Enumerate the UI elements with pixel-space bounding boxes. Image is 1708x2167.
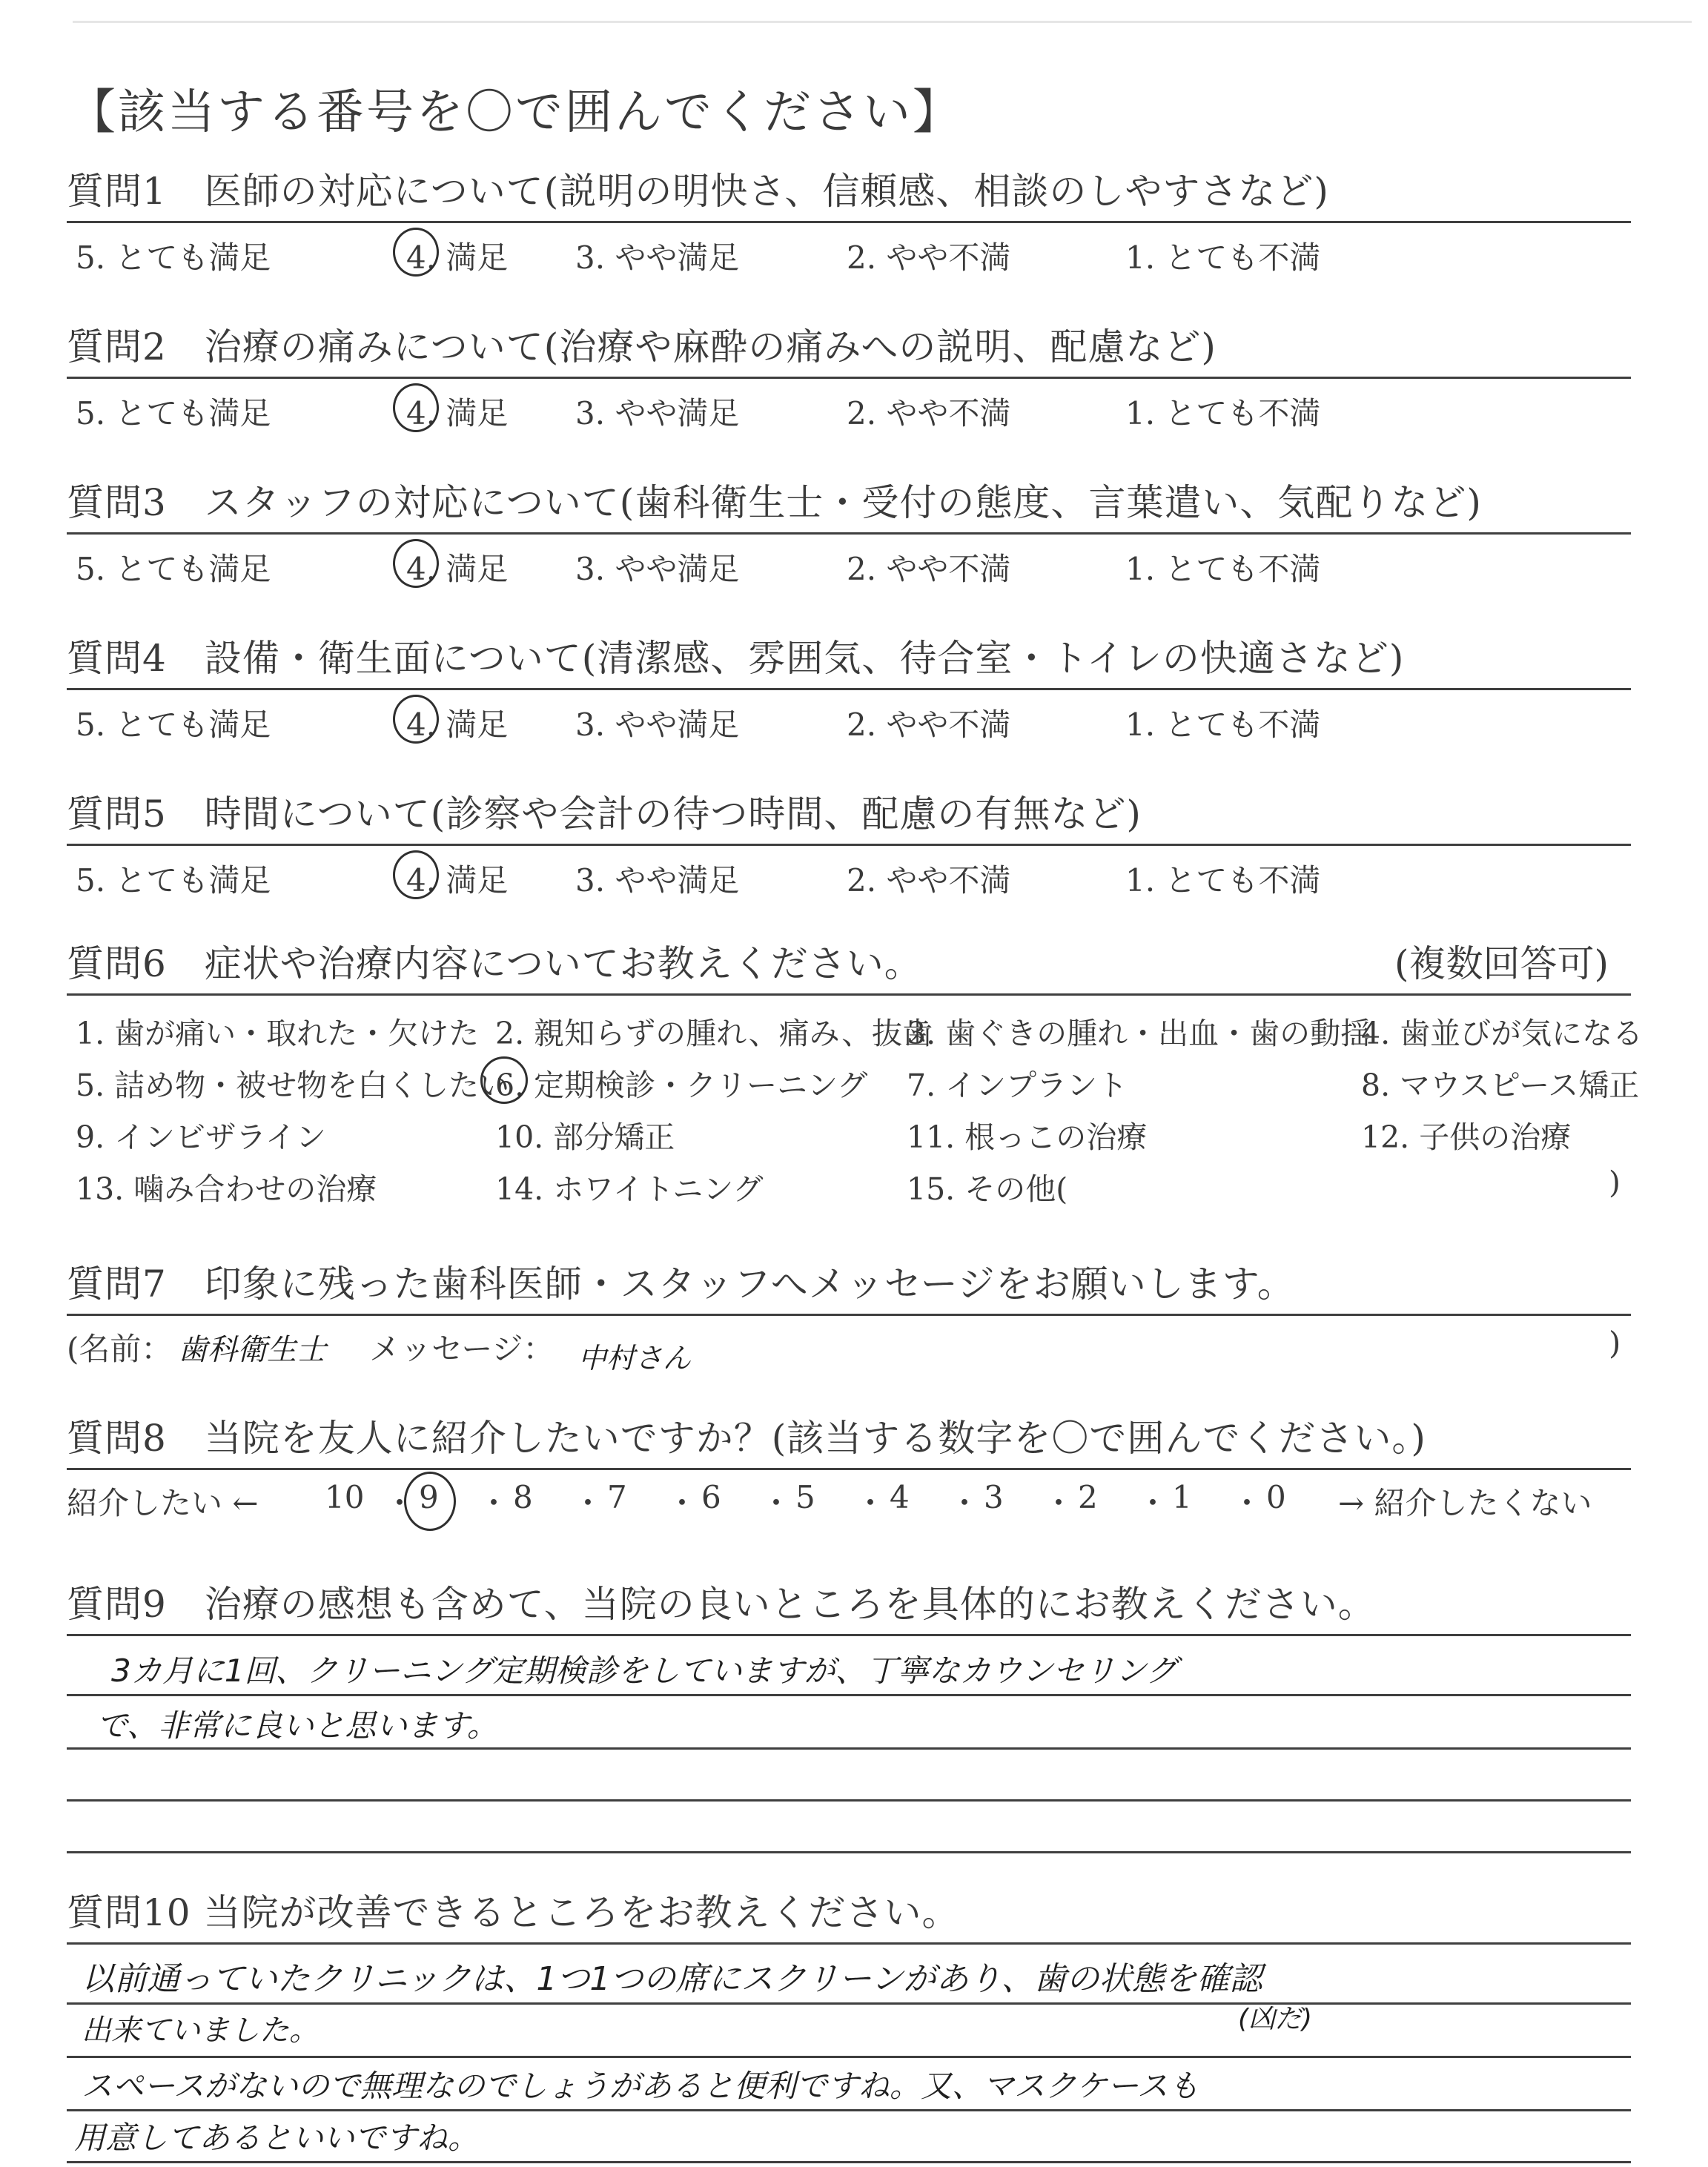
q5-option-5[interactable]: 5. とても満足	[76, 862, 271, 899]
q1-option-3[interactable]: 3. やや満足	[575, 239, 740, 276]
q3-selected-circle	[393, 539, 439, 588]
q3-option-2[interactable]: 2. やや不満	[847, 551, 1011, 587]
question-4-options	[67, 690, 1631, 742]
q8-scale-separator: ・	[1137, 1485, 1169, 1521]
q10-ruled-line	[67, 2109, 1631, 2111]
q5-option-3[interactable]: 3. やや満足	[575, 862, 740, 899]
q8-scale-3[interactable]: 3	[984, 1479, 1004, 1515]
q8-scale-5[interactable]: 5	[795, 1479, 815, 1515]
q4-option-4[interactable]: 4. 満足	[406, 707, 509, 743]
q2-option-1[interactable]: 1. とても不満	[1125, 395, 1321, 431]
q6-option-2[interactable]: 2. 親知らずの腫れ、痛み、抜歯	[495, 1016, 933, 1051]
question-4	[67, 635, 1631, 742]
q9-ruled-line	[67, 1799, 1631, 1802]
q8-scale-separator: ・	[949, 1485, 981, 1521]
q6-option-9[interactable]: 9. インビザライン	[76, 1119, 326, 1155]
q5-option-4[interactable]: 4. 満足	[406, 862, 509, 899]
q8-scale-separator: ・	[1043, 1485, 1075, 1521]
q6-option-5[interactable]: 5. 詰め物・被せ物を白くしたい	[76, 1068, 510, 1103]
q1-option-1[interactable]: 1. とても不満	[1125, 239, 1321, 276]
q8-scale-2[interactable]: 2	[1078, 1479, 1098, 1515]
q3-option-3[interactable]: 3. やや満足	[575, 551, 740, 587]
q8-left-label: 紹介したい ←	[67, 1485, 259, 1521]
q4-option-2[interactable]: 2. やや不満	[847, 707, 1011, 743]
question-3-title: 質問3 スタッフの対応について(歯科衛生士・受付の態度、言葉遣い、気配りなど)	[67, 481, 1482, 524]
question-2-title: 質問2 治療の痛みについて(治療や麻酔の痛みへの説明、配慮など)	[67, 325, 1217, 368]
q7-name-label: (名前：	[67, 1331, 173, 1367]
question-4-title: 質問4 設備・衛生面について(清潔感、雰囲気、待合室・トイレの快適さなど)	[67, 637, 1405, 680]
q4-option-5[interactable]: 5. とても満足	[76, 707, 271, 743]
q3-option-4[interactable]: 4. 満足	[406, 551, 509, 587]
q10-answer-line-1: 以前通っていたクリニックは、1つ1つの席にスクリーンがあり、歯の状態を確認	[82, 1960, 1262, 1998]
question-6	[67, 940, 1644, 1211]
q8-scale-9[interactable]: 9	[419, 1479, 439, 1515]
q8-scale-6[interactable]: 6	[701, 1479, 721, 1515]
q3-option-5[interactable]: 5. とても満足	[76, 551, 271, 587]
q8-scale-separator: ・	[761, 1485, 792, 1521]
q6-option-12[interactable]: 12. 子供の治療	[1361, 1119, 1572, 1155]
q6-option-4[interactable]: 4. 歯並びが気になる	[1361, 1016, 1644, 1051]
q8-scale-4[interactable]: 4	[890, 1479, 910, 1515]
q2-option-3[interactable]: 3. やや満足	[575, 395, 740, 431]
q3-option-1[interactable]: 1. とても不満	[1125, 551, 1321, 587]
question-5	[67, 790, 1631, 898]
q5-option-1[interactable]: 1. とても不満	[1125, 862, 1321, 899]
question-10-title: 質問10 当院が改善できるところをお教えください。	[67, 1891, 960, 1934]
q8-scale-separator: ・	[855, 1485, 887, 1521]
q10-answer-line-2: 出来ていました。	[82, 2014, 319, 2048]
question-8	[67, 1415, 1631, 1529]
question-7-answer	[67, 1316, 1631, 1375]
q7-message-value[interactable]: 中村さん	[578, 1342, 692, 1374]
q2-option-5[interactable]: 5. とても満足	[76, 395, 271, 431]
q5-selected-circle	[393, 850, 439, 899]
q2-option-2[interactable]: 2. やや不満	[847, 395, 1011, 431]
question-9-title: 質問9 治療の感想も含めて、当院の良いところを具体的にお教えください。	[67, 1583, 1376, 1626]
q10-annotation: (凶だ)	[1238, 2004, 1313, 2034]
question-10	[67, 1889, 1631, 2167]
q10-answer-area[interactable]	[67, 1945, 1631, 2167]
q6-option-14[interactable]: 14. ホワイトニング	[495, 1171, 764, 1207]
q10-answer-line-4: 用意してあるといいですね。	[74, 2120, 480, 2156]
q6-option-8[interactable]: 8. マウスピース矯正	[1361, 1068, 1640, 1103]
question-1-title: 質問1 医師の対応について(説明の明快さ、信頼感、相談のしやすさなど)	[67, 170, 1329, 213]
q6-option-7[interactable]: 7. インプラント	[907, 1068, 1128, 1103]
question-3	[67, 479, 1631, 586]
q6-option-13[interactable]: 13. 噛み合わせの治療	[76, 1171, 377, 1207]
question-5-title: 質問5 時間について(診察や会計の待つ時間、配慮の有無など)	[67, 793, 1142, 836]
q8-scale-separator: ・	[666, 1485, 698, 1521]
question-1-options	[67, 223, 1631, 275]
question-1	[67, 168, 1631, 275]
q9-ruled-line	[67, 1851, 1631, 1853]
question-2	[67, 323, 1631, 431]
question-9	[67, 1581, 1631, 1859]
q8-scale-1[interactable]: 1	[1172, 1479, 1192, 1515]
q1-selected-circle	[393, 228, 439, 277]
q6-option-15[interactable]: 15. その他(	[907, 1171, 1068, 1207]
q4-option-3[interactable]: 3. やや満足	[575, 707, 740, 743]
q8-scale-0[interactable]: 0	[1266, 1479, 1286, 1515]
q10-ruled-line	[67, 2161, 1631, 2163]
q8-scale-separator: ・	[384, 1485, 416, 1521]
question-6-options	[67, 996, 1644, 1211]
top-border	[73, 21, 1692, 23]
q9-answer-line-2: で、非常に良いと思います。	[96, 1707, 498, 1744]
q9-ruled-line	[67, 1694, 1631, 1696]
q8-scale-separator: ・	[478, 1485, 510, 1521]
q8-selected-circle	[404, 1472, 456, 1531]
question-8-title: 質問8 当院を友人に紹介したいですか？(該当する数字を〇で囲んでください。)	[67, 1417, 1426, 1460]
q6-selected-circle	[480, 1056, 528, 1104]
q6-option-1[interactable]: 1. 歯が痛い・取れた・欠けた	[76, 1016, 480, 1051]
q2-option-4[interactable]: 4. 満足	[406, 395, 509, 431]
q1-option-5[interactable]: 5. とても満足	[76, 239, 271, 276]
q9-answer-line-1: 3カ月に1回、クリーニング定期検診をしていますが、丁寧なカウンセリング	[111, 1652, 1177, 1689]
question-3-options	[67, 535, 1631, 586]
q10-ruled-line	[67, 2002, 1631, 2005]
q6-option-10[interactable]: 10. 部分矯正	[495, 1119, 675, 1155]
q6-option-3[interactable]: 3. 歯ぐきの腫れ・出血・歯の動揺	[907, 1016, 1371, 1051]
question-7	[67, 1260, 1631, 1375]
q4-selected-circle	[393, 695, 439, 744]
q6-option-6[interactable]: 6. 定期検診・クリーニング	[495, 1068, 868, 1103]
q8-right-label: → 紹介したくない	[1338, 1485, 1592, 1521]
q7-name-value[interactable]: 歯科衛生士	[178, 1333, 326, 1367]
q1-option-4[interactable]: 4. 満足	[406, 239, 509, 276]
q8-scale-8[interactable]: 8	[513, 1479, 533, 1515]
q7-message-label: メッセージ：	[369, 1331, 555, 1367]
q10-answer-line-3: スペースがないので無理なのでしょうがあると便利ですね。又、マスクケースも	[82, 2068, 1199, 2104]
question-7-title: 質問7 印象に残った歯科医師・スタッフへメッセージをお願いします。	[67, 1263, 1295, 1306]
q8-scale-10[interactable]: 10	[325, 1479, 365, 1515]
question-6-note: (複数回答可)	[1394, 942, 1609, 985]
q10-ruled-line	[67, 2056, 1631, 2058]
q9-ruled-line	[67, 1747, 1631, 1750]
q6-option-11[interactable]: 11. 根っこの治療	[907, 1119, 1148, 1155]
q9-answer-area[interactable]	[67, 1636, 1631, 1859]
q8-scale	[67, 1470, 1631, 1529]
q8-scale-separator: ・	[572, 1485, 604, 1521]
q8-scale-separator: ・	[1231, 1485, 1263, 1521]
question-2-options	[67, 379, 1631, 431]
form-header: 【該当する番号を〇で囲んでください】	[68, 85, 962, 140]
q1-option-2[interactable]: 2. やや不満	[847, 239, 1011, 276]
question-5-options	[67, 846, 1631, 898]
q2-selected-circle	[393, 383, 439, 432]
q6-option-15-close: )	[1609, 1165, 1621, 1200]
q7-close-paren: )	[1609, 1325, 1621, 1361]
q5-option-2[interactable]: 2. やや不満	[847, 862, 1011, 899]
q4-option-1[interactable]: 1. とても不満	[1125, 707, 1321, 743]
question-6-title: 質問6 症状や治療内容についてお教えください。	[67, 942, 922, 985]
q8-scale-7[interactable]: 7	[607, 1479, 627, 1515]
